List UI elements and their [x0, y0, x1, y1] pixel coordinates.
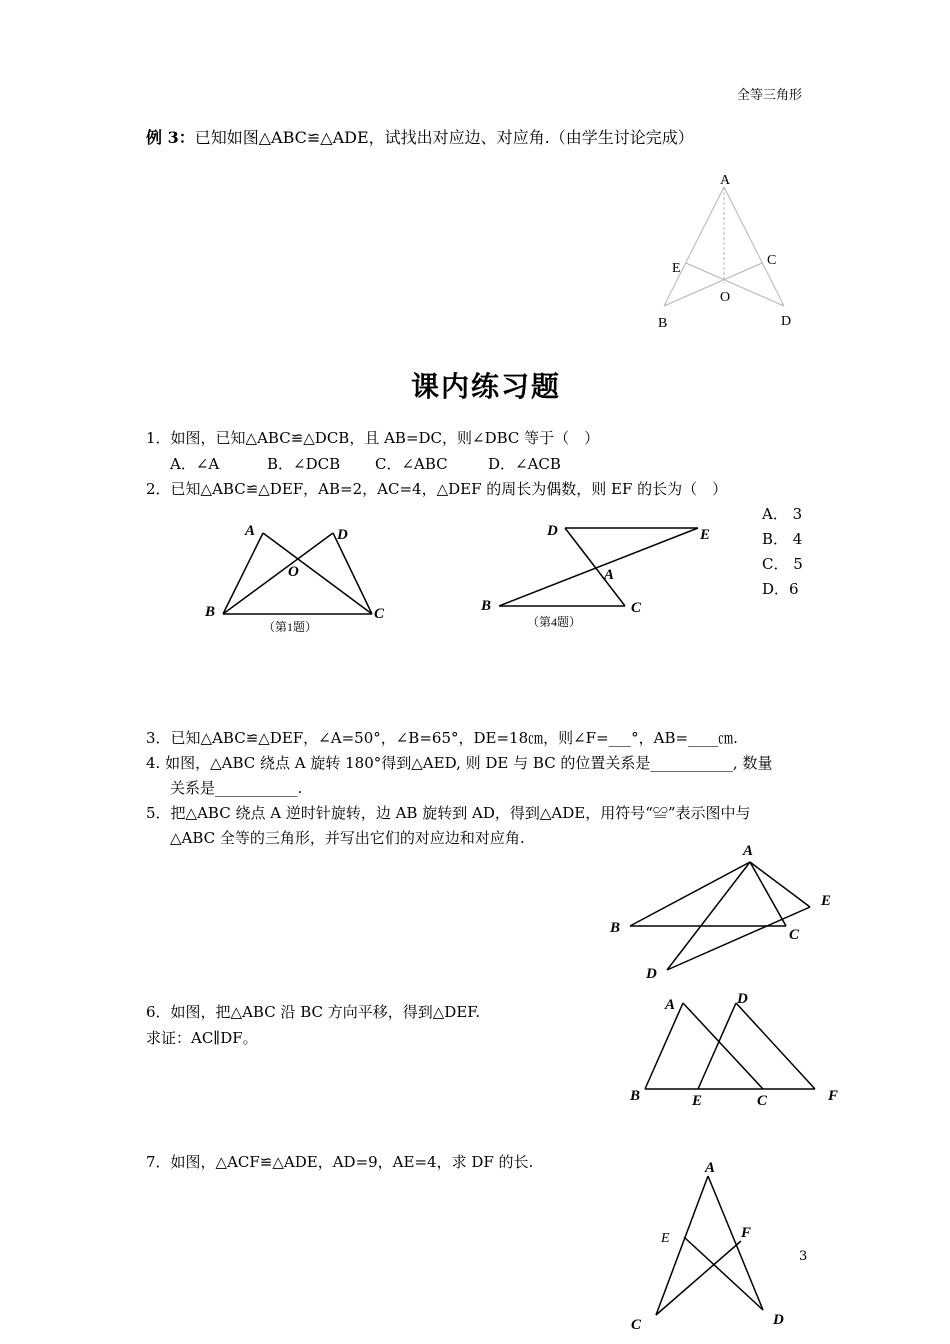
fig1-caption: （第1题） — [263, 620, 318, 634]
question-4-line-1: 4. 如图，△ABC 绕点 A 旋转 180°得到△AED, 则 DE 与 BC 的位置关系是___________, 数量 — [146, 754, 773, 772]
fig1-label-o: O — [288, 564, 299, 580]
question-1-stem: 1．如图，已知△ABC≌△DCB，且 AB=DC，则∠DBC 等于（ ） — [146, 429, 600, 447]
q2-option-c: C． 5 — [762, 555, 803, 573]
example-3-label: 例 3： — [146, 128, 195, 147]
question-7: 7．如图，△ACF≌△ADE，AD=9，AE=4，求 DF 的长. — [146, 1153, 534, 1171]
fig5-label-d: D — [646, 966, 657, 982]
fig1-label-c: C — [374, 606, 385, 622]
q2-option-d: D．6 — [762, 580, 799, 598]
ex3-label-o: O — [720, 290, 731, 305]
example-3-figure — [650, 165, 810, 335]
fig6-label-d: D — [737, 991, 748, 1007]
q1-option-d: D．∠ACB — [488, 455, 561, 473]
example-3 — [146, 128, 694, 148]
fig6-label-b: B — [630, 1088, 641, 1104]
fig5-label-b: B — [610, 920, 621, 936]
q1-option-b: B．∠DCB — [267, 455, 341, 473]
ex3-label-b: B — [658, 316, 668, 331]
fig1-label-b: B — [205, 604, 216, 620]
q2-option-a: A． 3 — [762, 505, 803, 523]
example-3-text: 已知如图△ABC≌△ADE，试找出对应边、对应角.（由学生讨论完成） — [194, 128, 694, 147]
question-6-line-2: 求证：AC∥DF。 — [146, 1029, 258, 1047]
figure-q7 — [625, 1155, 795, 1344]
question-3: 3．已知△ABC≌△DEF，∠A=50°，∠B=65°，DE=18㎝，则∠F=___°，AB=____㎝. — [146, 729, 738, 747]
figure-q6 — [620, 985, 850, 1110]
question-4-line-2: 关系是___________. — [170, 779, 303, 797]
question-5-line-1: 5．把△ABC 绕点 A 逆时针旋转，边 AB 旋转到 AD，得到△ADE，用符号“≌”表示图中与 — [146, 804, 751, 822]
ex3-label-d: D — [781, 314, 792, 329]
ex3-label-e: E — [672, 261, 681, 276]
fig7-label-a: A — [705, 1160, 716, 1176]
ex3-label-c: C — [767, 253, 777, 268]
question-2-stem: 2．已知△ABC≌△DEF，AB=2，AC=4，△DEF 的周长为偶数，则 EF 的长为（ ） — [146, 480, 728, 498]
fig6-label-a: A — [665, 997, 676, 1013]
q1-option-a: A．∠A — [170, 455, 220, 473]
fig5-label-a: A — [743, 843, 754, 859]
fig4-label-e: E — [700, 527, 711, 543]
figure-1 — [195, 515, 405, 640]
fig4-label-d: D — [547, 523, 558, 539]
ex3-label-a: A — [720, 173, 731, 188]
fig4-label-b: B — [481, 598, 492, 614]
question-6-line-1: 6．如图，把△ABC 沿 BC 方向平移，得到△DEF. — [146, 1003, 481, 1021]
running-header: 全等三角形 — [737, 88, 803, 103]
question-5-line-2: △ABC 全等的三角形，并写出它们的对应边和对应角. — [170, 829, 525, 847]
fig6-label-f: F — [828, 1088, 839, 1104]
fig1-label-d: D — [337, 527, 348, 543]
q1-option-c: C．∠ABC — [375, 455, 448, 473]
fig5-label-e: E — [821, 893, 832, 909]
page-number: 3 — [799, 1249, 808, 1264]
fig5-label-c: C — [789, 927, 800, 943]
fig7-label-e: E — [661, 1231, 670, 1246]
fig4-label-a: A — [604, 567, 615, 583]
fig4-label-c: C — [631, 600, 642, 616]
section-title: 课内练习题 — [411, 370, 562, 403]
fig1-label-a: A — [245, 523, 256, 539]
figure-4 — [475, 515, 725, 635]
fig6-label-e: E — [692, 1093, 703, 1109]
q2-option-b: B． 4 — [762, 530, 803, 548]
figure-q5 — [600, 835, 845, 985]
fig6-label-c: C — [757, 1093, 768, 1109]
fig7-label-c: C — [631, 1317, 642, 1333]
fig7-label-f: F — [741, 1225, 752, 1241]
fig7-label-d: D — [773, 1312, 784, 1328]
fig4-caption: （第4题） — [527, 615, 582, 629]
